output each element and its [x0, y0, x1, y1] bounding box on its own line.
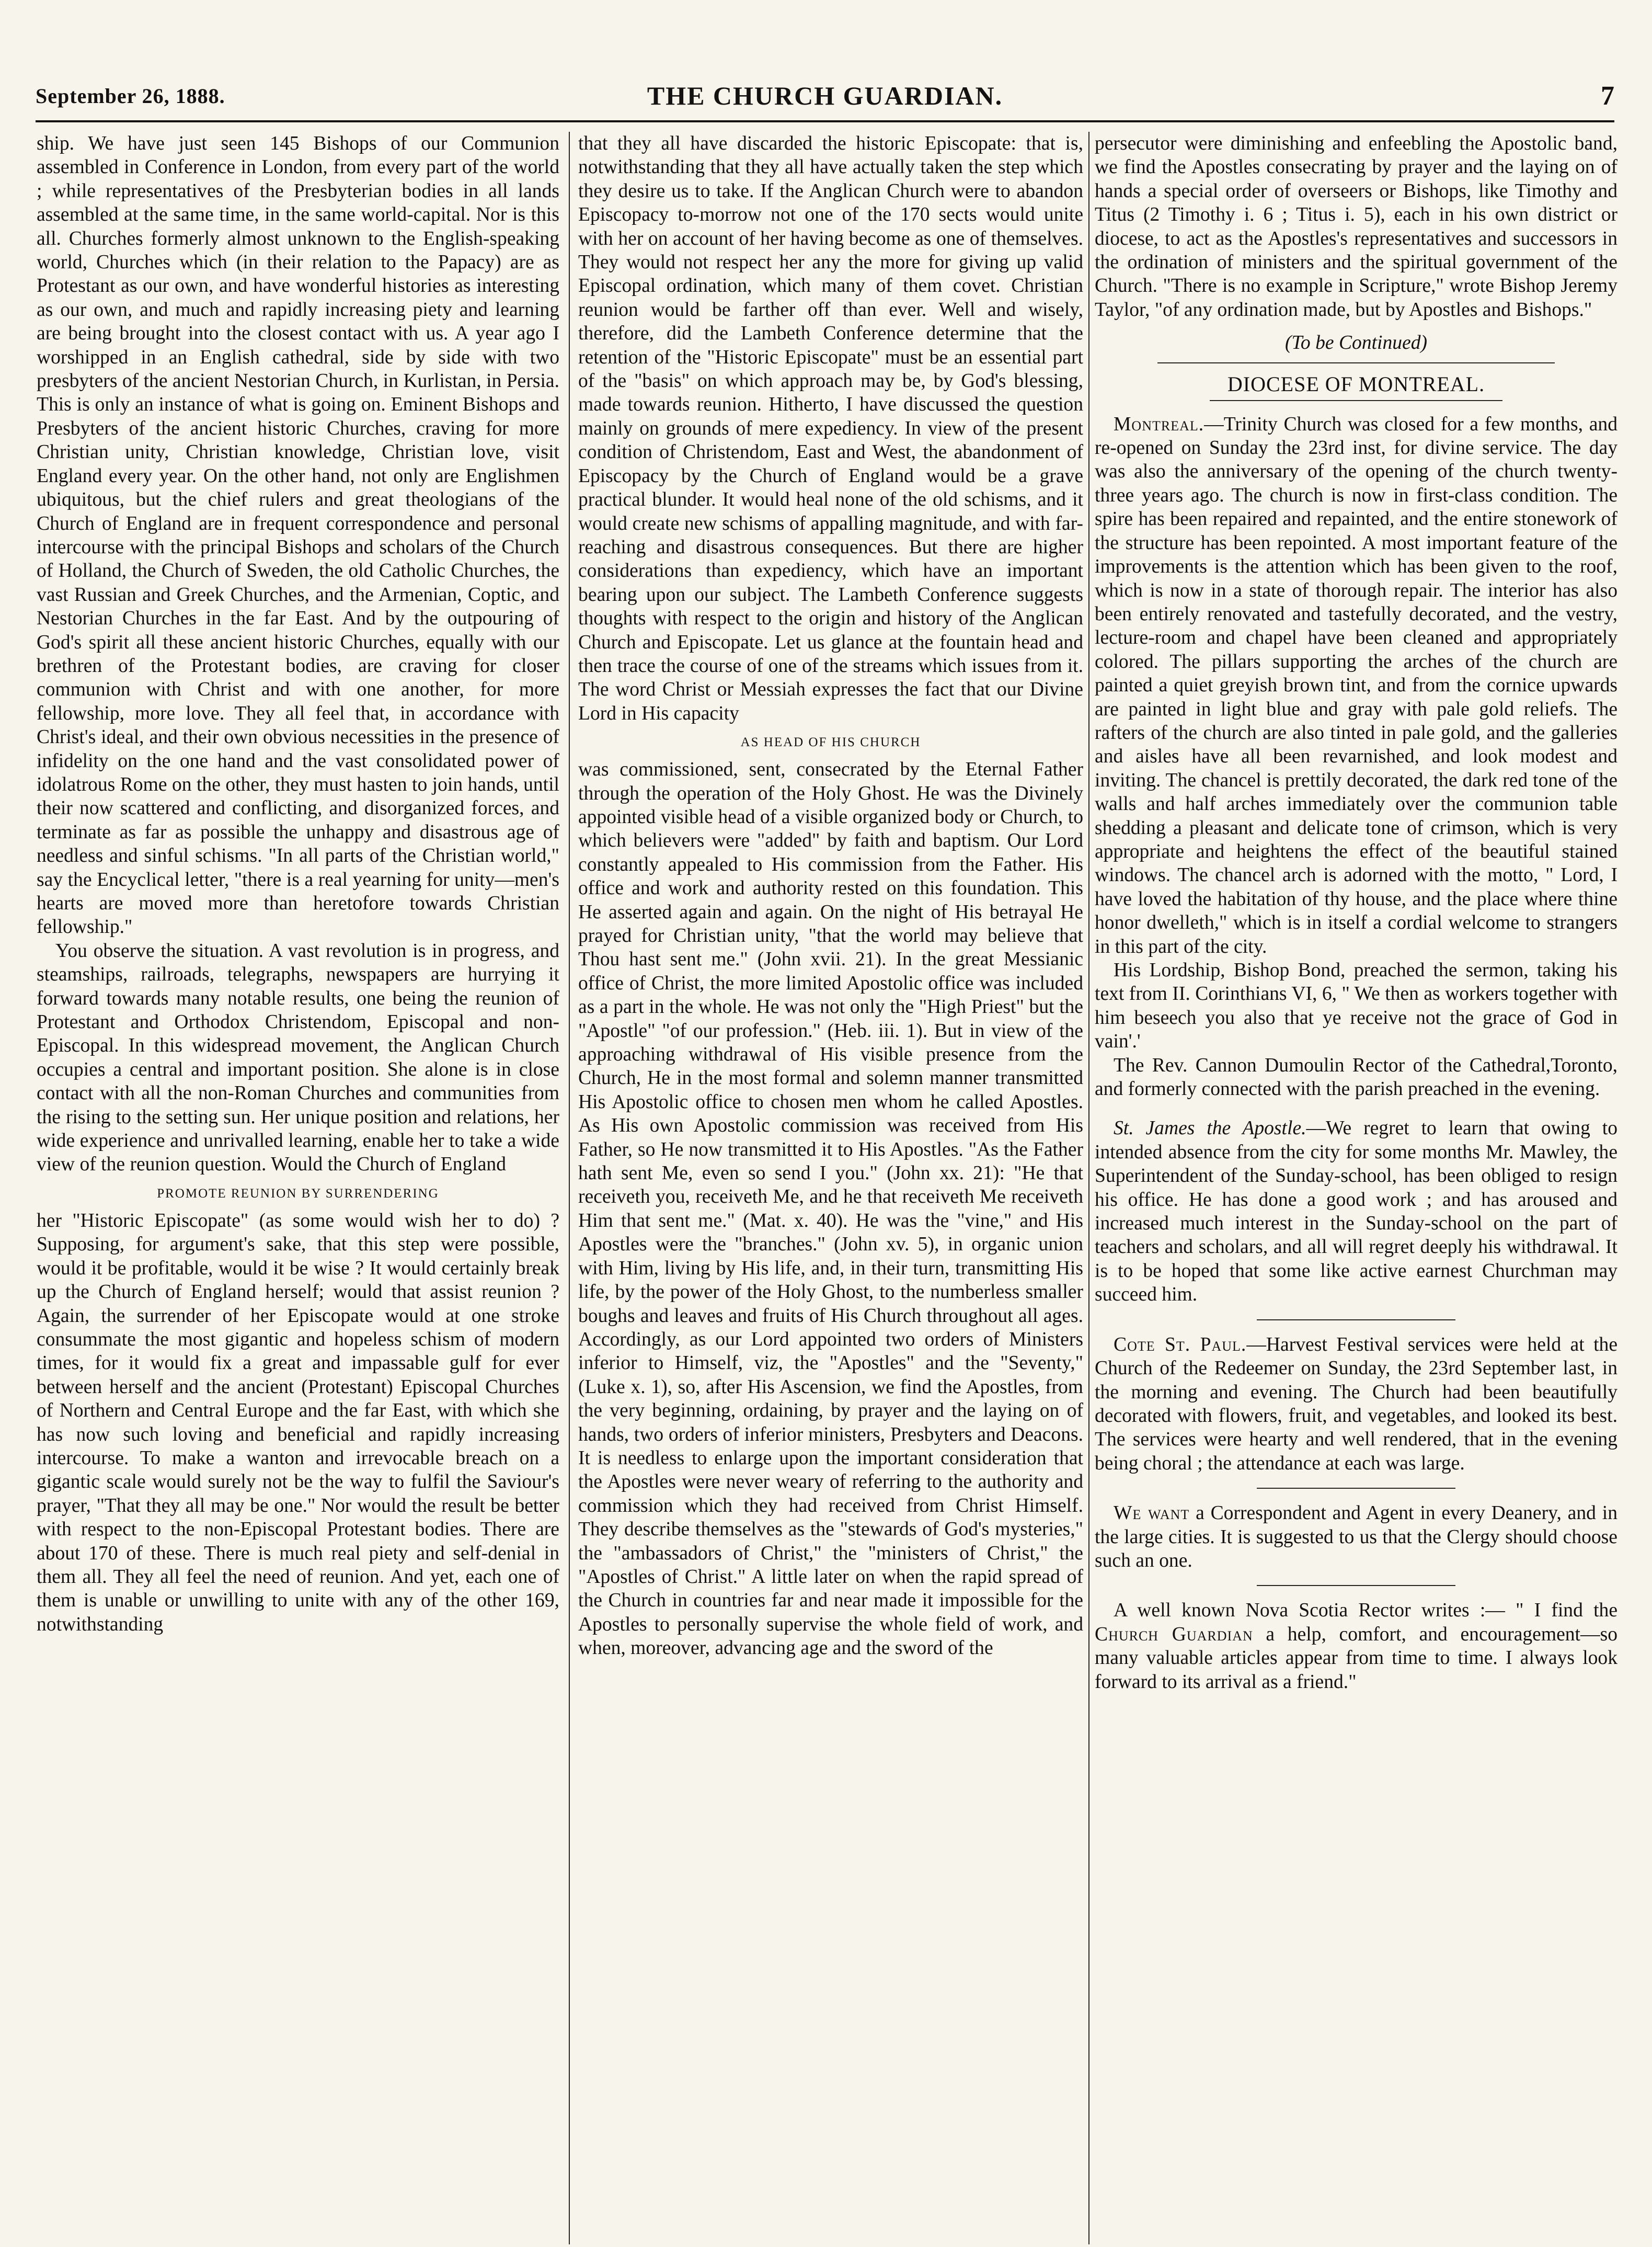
- item-separator: [1257, 1488, 1455, 1489]
- continued-note: (To be Continued): [1284, 332, 1428, 354]
- masthead: [36, 78, 1614, 116]
- testimonial-text: a help, comfort, and encouragement—so many valuable articles appear from time to time. I always look forward to its arrival as a friend.": [1095, 1623, 1617, 1693]
- news-lead: Montreal.: [1114, 413, 1204, 435]
- section-rule: [1157, 362, 1555, 363]
- newspaper-title: THE CHURCH GUARDIAN.: [647, 81, 1003, 110]
- column-3: [1095, 132, 1617, 2244]
- diocese-heading: DIOCESE OF MONTREAL.: [1227, 372, 1485, 396]
- testimonial-text: A well known Nova Scotia Rector writes :— " I find the: [1114, 1600, 1617, 1622]
- article-paragraph: His Lordship, Bishop Bond, preached the sermon, taking his text from II. Corinthians VI, 6, " We then as workers together with him beseech you also that ye receive not the grace of God in vain'.': [1095, 960, 1617, 1053]
- masthead-rule: [36, 120, 1614, 122]
- column-2: [578, 132, 1083, 2244]
- testimonial: [1095, 1599, 1617, 1694]
- news-item-cote-st-paul: [1095, 1333, 1617, 1475]
- newspaper-name: Church Guardian: [1095, 1623, 1253, 1645]
- article-paragraph: her "Historic Episcopate" (as some would wish her to do) ? Supposing, for argument's sake, that this step were possible, would it be profitable, would it be wise ? It would certainly break up the Church of England herself; would that assist reunion ? Again, the surrender of her Episcopate would at one stroke consummate the most gigantic and hopeless schism of modern times, for it would fix a great and impassable gulf for ever between herself and the ancient (Protestant) Episcopal Churches of Northern and Central Europe and the far East, with which she has now such loving and beneficial and rapidly increasing intercourse. To make a wanton and irrevocable breach on a gigantic scale would surely not be the way to fulfil the Saviour's prayer, "That they all may be one." Nor would the result be better with respect to the non-Episcopal Protestant bodies. There are about 170 of these. There is much real piety and self-denial in them all. They all feel the need of reunion. And yet, each one of them is unable or unwilling to unite with any of the other 169, notwithstanding: [37, 1210, 559, 1635]
- news-text: —Trinity Church was closed for a few months, and re-opened on Sunday the 23rd inst, for divine service. The day was also the anniversary of the opening of the church twenty-three years ago. The church is now in first-class condition. The spire has been repaired and repainted, and the entire stonework of the structure has been repointed. A most important feature of the improvements is the attention which has been given to the roof, which is now in a state of thorough repair. The interior has also been entirely renovated and tastefully decorated, and the vestry, lecture-room and chapel have been cleaned and appropriately colored. The pillars supporting the arches of the church are painted a quiet greyish brown tint, and from the cornice upwards are painted in light blue and gray with pale gold reliefs. The rafters of the church are also tinted in pale gold, and the galleries and aisles have all been revarnished, and look modest and inviting. The chancel is prettily decorated, the dark red tone of the walls and half arches immediately over the communion table shedding a pleasant and delicate tone of crimson, which is very appropriate and heightens the effect of the beautiful stained windows. The chancel arch is adorned with the motto, " Lord, I have loved the habitation of thy house, and the place where thine honor dwelleth," which is in itself a cordial welcome to strangers in this part of the city.: [1095, 413, 1617, 957]
- news-text: —We regret to learn that owing to intended absence from the city for some months Mr. Mawley, the Superintendent of the Sunday-school, has been obliged to resign his office. He has done a good work ; and has aroused and increased much interest in the Sunday-school on the part of teachers and scholars, and all will regret deeply his withdrawal. It is to be hoped that some like active earnest Churchman may succeed him.: [1095, 1117, 1617, 1306]
- column-divider: [569, 132, 570, 2244]
- news-item-st-james: [1095, 1116, 1617, 1306]
- section-subheading: PROMOTE REUNION BY SURRENDERING: [157, 1186, 439, 1201]
- news-lead: Cote St. Paul.: [1114, 1333, 1247, 1355]
- notice-text: a Correspondent and Agent in every Deanery, and in the large cities. It is suggested to us that the Clergy should choose such an one.: [1095, 1502, 1617, 1571]
- column-1: [37, 132, 559, 2244]
- news-lead: St. James the Apostle.: [1114, 1117, 1306, 1139]
- item-separator: [1257, 1319, 1455, 1320]
- article-paragraph: persecutor were diminishing and enfeebling the Apostolic band, we find the Apostles consecrating by prayer and the laying on of hands a special order of overseers or Bishops, like Timothy and Titus (2 Timothy i. 6 ; Titus i. 5), each in his own district or diocese, to act as the Apostles's representatives and successors in the ordination of ministers and the spiritual government of the Church. "There is no example in Scripture," wrote Bishop Jeremy Taylor, "of any ordination made, but by Apostles and Bishops.": [1095, 133, 1617, 321]
- heading-underline: [1210, 400, 1502, 401]
- article-paragraph: The Rev. Cannon Dumoulin Rector of the Cathedral,Toronto, and formerly connected with the parish preached in the evening.: [1095, 1054, 1617, 1100]
- section-subheading: AS HEAD OF HIS CHURCH: [740, 735, 921, 750]
- article-paragraph: was commissioned, sent, consecrated by the Eternal Father through the operation of the Holy Ghost. He was the Divinely appointed visible head of a visible organized body or Church, to which believers were "added" by faith and baptism. Our Lord constantly appealed to His commission from the Father. His office and work and authority rested on this foundation. This He asserted again and again. On the night of His betrayal He prayed for Christian unity, "that the world may believe that Thou hast sent me." (John xvii. 21). In the great Messianic office of Christ, the more limited Apostolic office was included as a part in the whole. He was not only the "High Priest" but the "Apostle" "of our profession." (Heb. iii. 1). But in view of the approaching withdrawal of His visible presence from the Church, He in the most formal and solemn manner transmitted His Apostolic office to chosen men whom he called Apostles. As His own Apostolic commission was received from His Father, so He now transmitted it to His Apostles. "As the Father hath sent Me, even so send I you." (John xx. 21): "He that receiveth you, receiveth Me, and he that receiveth Me receiveth Him that sent me." (Mat. x. 40). He was the "vine," and His Apostles were the "branches." (John xv. 5), in organic union with Him, living by His life, and, in their turn, transmitting His life, by the power of the Holy Ghost, to the numberless smaller boughs and leaves and fruits of His Church throughout all ages. Accordingly, as our Lord appointed two orders of Ministers inferior to Himself, viz, the "Apostles" and the "Seventy," (Luke x. 1), so, after His Ascension, we find the Apostles, from the very beginning, ordaining, by prayer and the laying on of hands, two orders of inferior ministers, Presbyters and Deacons. It is needless to enlarge upon the important consideration that the Apostles were never weary of referring to the authority and commission which they had received from Christ Himself. They describe themselves as the "stewards of God's mysteries," the "ambassadors of Christ," the "ministers of Christ," the "Apostles of Christ." A little later on when the rapid spread of the Church in countries far and near made it impossible for the Apostles to personally supervise the whole field of work, and when, moreover, advancing age and the sword of the: [578, 759, 1083, 1659]
- notice-lead: We want: [1114, 1502, 1190, 1524]
- item-separator: [1257, 1585, 1455, 1586]
- article-paragraph: that they all have discarded the historic Episcopate: that is, notwithstanding that they all have actually taken the step which they desire us to take. If the Anglican Church were to abandon Episcopacy to-morrow not one of the 170 sects would unite with her on account of her having become as one of themselves. They would not respect her any the more for giving up valid Episcopal ordination, which many of them covet. Christian reunion would be farther off than ever. Well and wisely, therefore, did the Lambeth Conference determine that the retention of the "Historic Episcopate" must be an essential part of the "basis" on which approach may be, by God's blessing, made towards reunion. Hitherto, I have discussed the question mainly on grounds of mere expediency. In view of the present condition of Christendom, East and West, the abandonment of Episcopacy by the Church of England would be a grave practical blunder. It would heal none of the old schisms, and it would create new schisms of appalling magnitude, and with far-reaching and disastrous consequences. But there are higher considerations than expediency, which have an important bearing upon our subject. The Lambeth Conference suggests thoughts with respect to the origin and history of the Anglican Church and Episcopate. Let us glance at the fountain head and then trace the course of one of the streams which issues from it. The word Christ or Messiah expresses the fact that our Divine Lord in His capacity: [578, 133, 1083, 724]
- article-paragraph: You observe the situation. A vast revolution is in progress, and steamships, railroads, telegraphs, newspapers are hurrying it forward towards many notable results, one being the reunion of Protestant and Orthodox Christendom, Episcopal and non-Episcopal. In this widespread movement, the Anglican Church occupies a central and important position. She alone is in close contact with all the non-Roman Churches and communities from the rising to the setting sun. Her unique position and relations, her wide experience and unrivalled learning, enable her to take a wide view of the reunion question. Would the Church of England: [37, 940, 559, 1176]
- notice-correspondent: [1095, 1501, 1617, 1572]
- news-text: —Harvest Festival services were held at the Church of the Redeemer on Sunday, the 23rd September last, in the morning and evening. The Church had been beautifully decorated with flowers, fruit, and vegetables, and looked its best. The services were hearty and well rendered, that in the evening being choral ; the attendance at each was large.: [1095, 1333, 1617, 1474]
- issue-date: September 26, 1888.: [36, 84, 225, 108]
- column-divider: [1088, 132, 1089, 2244]
- article-paragraph: ship. We have just seen 145 Bishops of our Communion assembled in Conference in London, from every part of the world ; while representatives of the Presbyterian bodies in all lands assembled at the same time, in the same world-capital. Nor is this all. Churches formerly almost unknown to the English-speaking world, Churches which (in their relation to the Papacy) are as Protestant as our own, and have wonderful histories as interesting as our own, and much and rapidly increasing piety and learning are being brought into the closest contact with us. A year ago I worshipped in an English cathedral, side by side with two presbyters of the ancient Nestorian Church, in Kurlistan, in Persia. This is only an instance of what is going on. Eminent Bishops and Presbyters of the ancient historic Churches, craving for more Christian unity, Christian knowledge, Christian love, visit England every year. On the other hand, not only are Englishmen ubiquitous, but the chief rulers and great theologians of the Church of England are in frequent correspondence and personal intercourse with the principal Bishops and scholars of the Church of Holland, the Church of Sweden, the old Catholic Churches, the vast Russian and Greek Churches, and the Armenian, Coptic, and Nestorian Churches in the far East. And by the outpouring of God's spirit all these ancient historic Churches, equally with our brethren of the Protestant bodies, are craving for closer communion with Christ and with one another, for more fellowship, more love. They all feel that, in accordance with Christ's ideal, and their own obvious necessities in the presence of infidelity on the one hand and the vast consolidated power of idolatrous Rome on the other, they must hasten to join hands, until their now scattered and conflicting, and disorganized forces, and terminate as far as possible the unhappy and disastrous age of needless and sinful schisms. "In all parts of the Christian world," say the Encyclical letter, "there is a real yearning for unity—men's hearts are moved more than heretofore towards Christian fellowship.": [37, 133, 559, 938]
- news-item-montreal: [1095, 413, 1617, 959]
- page-number: 7: [1601, 81, 1614, 111]
